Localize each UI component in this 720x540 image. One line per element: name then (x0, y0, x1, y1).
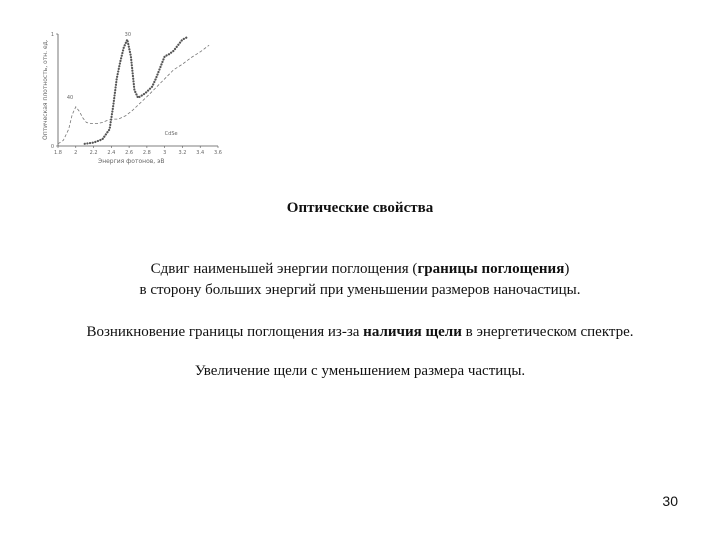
x-tick-label: 2.6 (125, 150, 134, 156)
p1-line2: в сторону больших энергий при уменьшении размеров наночастицы. (139, 282, 581, 298)
x-tick-label: 2.2 (89, 150, 98, 156)
paragraph-absorption-shift (0, 259, 720, 301)
series-dotted-line (85, 37, 187, 143)
annotation-40: 40 (66, 94, 74, 101)
p2-text-a: Возникновение границы поглощения из-за (86, 324, 364, 340)
series-dashed-line (58, 45, 209, 144)
x-tick-label: 3.2 (178, 150, 187, 156)
x-tick-label: 3.6 (214, 150, 222, 156)
annotation-material: CdSe (164, 130, 178, 137)
x-tick-label: 2.4 (107, 150, 116, 156)
x-tick-label: 1.8 (54, 150, 62, 156)
y-tick-label: 0 (50, 144, 54, 150)
x-tick-label: 3 (163, 150, 167, 156)
p2-text-c: в энергетическом спектре. (461, 324, 634, 340)
p1-text-a: Сдвиг наименьшей энергии поглощения ( (150, 261, 418, 277)
x-tick-label: 3.4 (196, 150, 205, 156)
paragraph-gap-origin (0, 322, 720, 343)
chart-plot (40, 28, 230, 168)
x-tick-label: 2.8 (142, 150, 151, 156)
p2-text-bold: наличия щели (363, 324, 462, 340)
x-tick-label: 2 (74, 150, 78, 156)
annotation-30: 30 (124, 32, 132, 39)
p1-text-bold: границы поглощения (417, 261, 565, 277)
page-number: 30 (662, 493, 678, 509)
absorption-spectrum-chart (40, 28, 230, 168)
y-axis-label: Оптическая плотность, отн. ед. (42, 39, 49, 140)
slide-title: Оптические свойства (286, 200, 434, 216)
p1-text-c: ) (564, 261, 570, 277)
paragraph-gap-increase: Увеличение щели с уменьшением размера частицы. (194, 363, 526, 379)
y-tick-label: 1 (50, 32, 54, 38)
x-axis-label: Энергия фотонов, эВ (98, 158, 165, 165)
